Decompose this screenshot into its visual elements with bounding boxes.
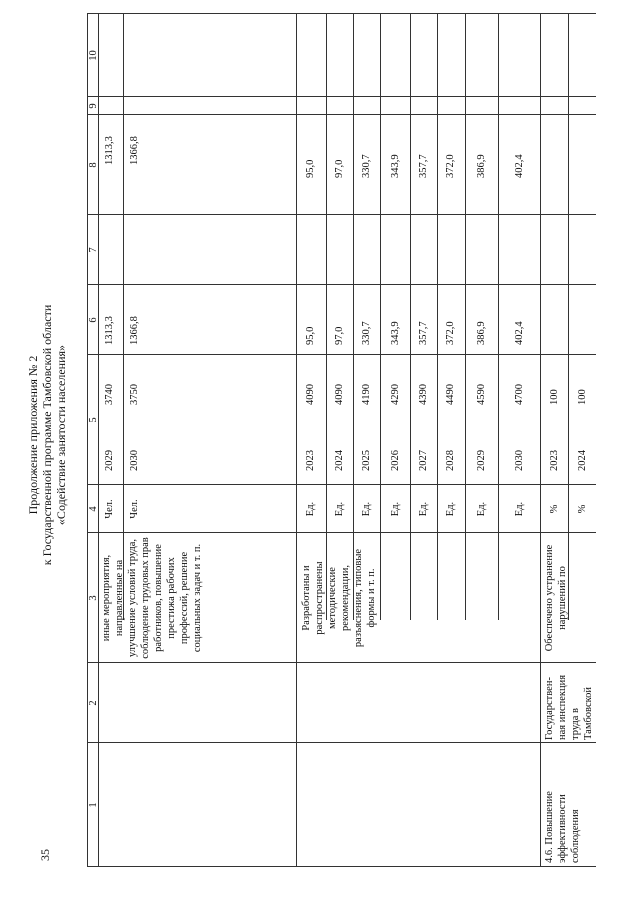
header-line-3: «Содействие занятости населения»	[54, 344, 68, 526]
row2-unit-6: Ед.	[445, 501, 456, 517]
row3-v5-2: 100	[577, 389, 588, 405]
row2-v6-7: 386,9	[476, 321, 487, 345]
col-num-10: 10	[88, 50, 99, 61]
row2-year-8: 2030	[514, 450, 525, 471]
row3-description: Обеспечено устранение нарушений по	[544, 544, 568, 652]
row1-v6-1: 1313,3	[104, 316, 115, 345]
row2-v6-2: 97,0	[334, 326, 345, 345]
row2-description: Разработаны и распространены методические рекомендации, разъяснения, типовые формы и т. п.	[301, 548, 377, 648]
row2-year-4: 2026	[390, 450, 401, 471]
row1-description: иные мероприятия, направленные на улучшение условий труда, соблюдение трудовых прав работников, повышение престижа рабочих профессий, решение социальных задач и т. п.	[101, 537, 203, 659]
row2-year-5: 2027	[418, 450, 429, 471]
row2-v8-1: 95,0	[305, 159, 316, 178]
row2-v5-1: 4090	[305, 384, 316, 405]
row2-unit-4: Ед.	[390, 501, 401, 517]
col-num-5: 5	[88, 417, 99, 423]
row2-v5-3: 4190	[361, 384, 372, 405]
row1-v8-1: 1313,3	[104, 136, 115, 165]
col-num-7: 7	[88, 247, 99, 253]
row2-v5-6: 4490	[445, 384, 456, 405]
row2-year-1: 2023	[305, 450, 316, 471]
col-num-6: 6	[88, 317, 99, 323]
row2-year-3: 2025	[361, 450, 372, 471]
row2-v8-2: 97,0	[334, 159, 345, 178]
row2-unit-3: Ед.	[361, 501, 372, 517]
row2-v5-7: 4590	[476, 384, 487, 405]
row2-year-2: 2024	[334, 450, 345, 471]
row2-unit-5: Ед.	[418, 501, 429, 517]
col-num-9: 9	[88, 103, 99, 109]
row2-v8-7: 386,9	[476, 154, 487, 178]
row2-year-7: 2029	[476, 450, 487, 471]
row2-v5-8: 4700	[514, 384, 525, 405]
header-line-1: Продолжение приложения № 2	[26, 355, 40, 515]
row2-v8-3: 330,7	[361, 154, 372, 178]
row2-v8-6: 372,0	[445, 154, 456, 178]
row2-v5-5: 4390	[418, 384, 429, 405]
row2-v6-3: 330,7	[361, 321, 372, 345]
row3-executor: Государствен-ная инспекция труда в Тамбовской	[544, 674, 594, 740]
row2-v6-1: 95,0	[305, 326, 316, 345]
row2-v6-4: 343,9	[390, 321, 401, 345]
row1-v8-2: 1366,8	[129, 136, 140, 165]
row1-v5-2: 3750	[129, 384, 140, 405]
row1-v6-2: 1366,8	[129, 316, 140, 345]
page-number: 35	[38, 849, 52, 861]
row2-unit-8: Ед.	[514, 501, 525, 517]
row2-v8-4: 343,9	[390, 154, 401, 178]
row1-v5-1: 3740	[104, 384, 115, 405]
col-num-3: 3	[88, 595, 99, 601]
row3-v5-1: 100	[549, 389, 560, 405]
row1-unit-2: Чел.	[129, 499, 140, 519]
row2-unit-1: Ед.	[305, 501, 316, 517]
row2-v5-2: 4090	[334, 384, 345, 405]
col-num-2: 2	[88, 700, 99, 706]
row3-year-2: 2024	[577, 450, 588, 471]
row1-year-1: 2029	[104, 450, 115, 471]
row3-activity: 4.6. Повышение эффективности соблюдения	[544, 791, 581, 863]
row2-v5-4: 4290	[390, 384, 401, 405]
row2-unit-7: Ед.	[476, 501, 487, 517]
row2-v8-8: 402,4	[514, 154, 525, 178]
row3-unit-1: %	[549, 504, 560, 514]
row3-year-1: 2023	[549, 450, 560, 471]
header-line-2: к Государственной программе Тамбовской области	[40, 304, 54, 566]
row1-year-2: 2030	[129, 450, 140, 471]
row2-v8-5: 357,7	[418, 154, 429, 178]
col-num-1: 1	[88, 802, 99, 808]
col-num-4: 4	[88, 506, 99, 512]
col-num-8: 8	[88, 162, 99, 168]
row2-year-6: 2028	[445, 450, 456, 471]
row1-unit-1: Чел.	[104, 499, 115, 519]
row3-unit-2: %	[577, 504, 588, 514]
row2-v6-6: 372,0	[445, 321, 456, 345]
row2-v6-8: 402,4	[514, 321, 525, 345]
row2-unit-2: Ед.	[334, 501, 345, 517]
row2-v6-5: 357,7	[418, 321, 429, 345]
